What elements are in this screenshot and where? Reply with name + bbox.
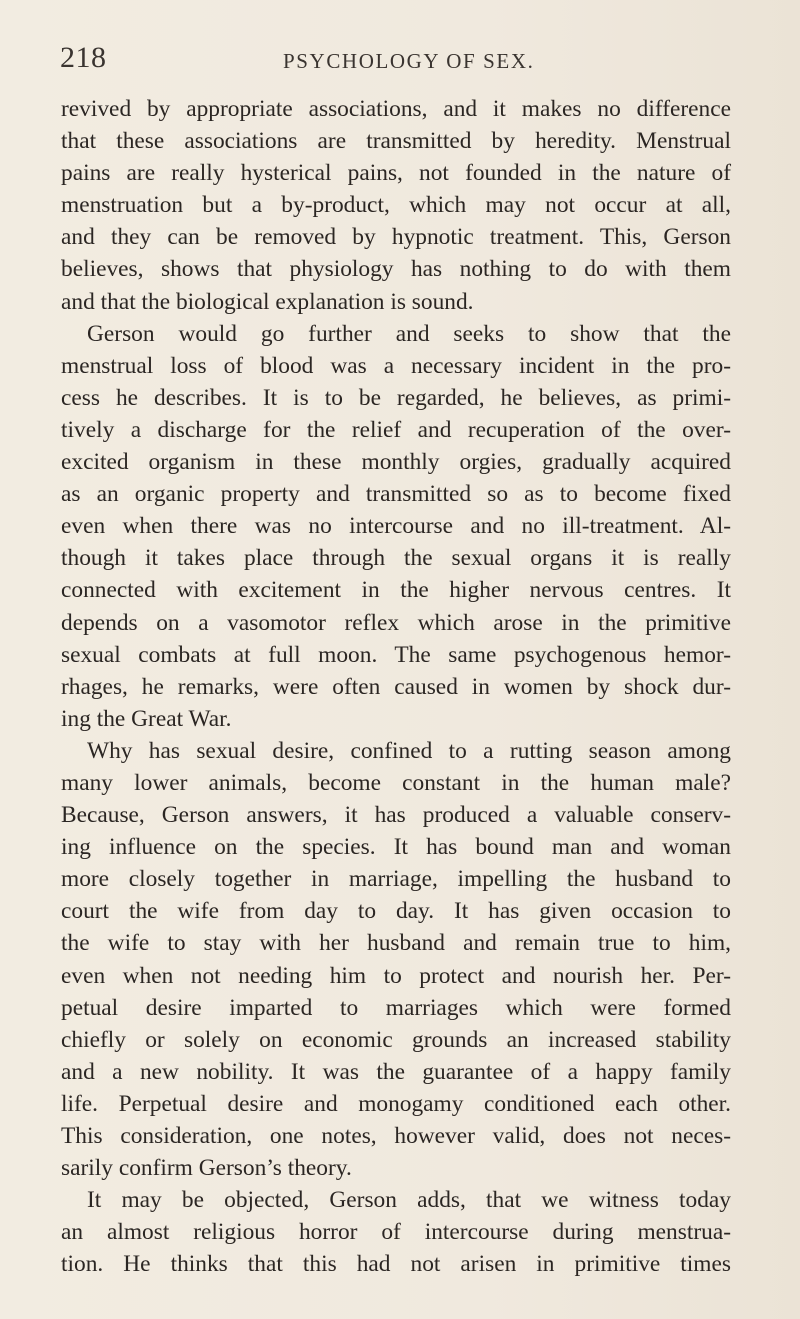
text-line: though it takes place through the sexual organs it is really [61,545,731,572]
text-line: This consideration, one notes, however valid, does not neces- [61,1123,731,1149]
text-line: menstrual loss of blood was a necessary incident in the pro- [61,352,731,379]
text-line: rhages, he remarks, were often caused in women by shock dur- [61,673,731,700]
text-line: tion. He thinks that this had not arisen in primitive times [61,1251,731,1278]
text-line: and a new nobility. It was the guarantee of a happy family [61,1058,731,1085]
text-line: excited organism in these monthly orgies, gradually acquired [61,449,731,476]
running-head: PSYCHOLOGY OF SEX. [283,49,535,73]
text-line: Because, Gerson answers, it has produced a valuable conserv- [61,802,731,829]
text-line: sarily confirm Gerson’s theory. [61,1155,352,1182]
text-line: ing influence on the species. It has bound man and woman [61,834,731,861]
body-text [61,93,731,1280]
text-line: ing the Great War. [61,705,232,732]
text-line: menstruation but a by-product, which may not occur at all, [61,192,731,219]
text-line: court the wife from day to day. It has given occasion to [61,898,731,925]
page-header [60,40,730,80]
text-line: life. Perpetual desire and monogamy conditioned each other. [61,1090,731,1117]
text-line: even when there was no intercourse and no ill-treatment. Al- [61,513,731,540]
text-line: revived by appropriate associations, and it makes no difference [61,96,731,122]
text-line: cess he describes. It is to be regarded, he believes, as primi- [61,384,731,411]
text-line: chiefly or solely on economic grounds an increased stability [61,1026,731,1053]
text-line: and they can be removed by hypnotic treatment. This, Gerson [61,224,731,251]
text-line: as an organic property and transmitted so as to become fixed [61,481,731,508]
page-number: 218 [60,41,107,74]
text-line: and that the biological explanation is sound. [61,288,474,315]
text-line: the wife to stay with her husband and remain true to him, [61,930,731,957]
text-line: many lower animals, become constant in the human male? [61,769,731,796]
text-line: more closely together in marriage, impelling the husband to [61,866,731,893]
text-line: tively a discharge for the relief and recuperation of the over- [61,416,731,443]
text-line: connected with excitement in the higher nervous centres. It [61,577,731,604]
text-line: Why has sexual desire, confined to a rutting season among [87,737,731,764]
text-line: It may be objected, Gerson adds, that we witness today [87,1187,731,1214]
text-line: even when not needing him to protect and nourish her. Per- [61,962,731,989]
text-line: petual desire imparted to marriages which were formed [61,994,731,1021]
text-line: sexual combats at full moon. The same psychogenous hemor- [61,641,731,668]
text-line: depends on a vasomotor reflex which arose in the primitive [61,609,731,636]
text-line: pains are really hysterical pains, not founded in the nature of [61,160,731,187]
text-line: Gerson would go further and seeks to show that the [87,320,731,347]
text-line: believes, shows that physiology has nothing to do with them [61,256,731,283]
text-line: that these associations are transmitted by heredity. Menstrual [61,128,731,155]
text-line: an almost religious horror of intercourse during menstrua- [61,1219,731,1246]
